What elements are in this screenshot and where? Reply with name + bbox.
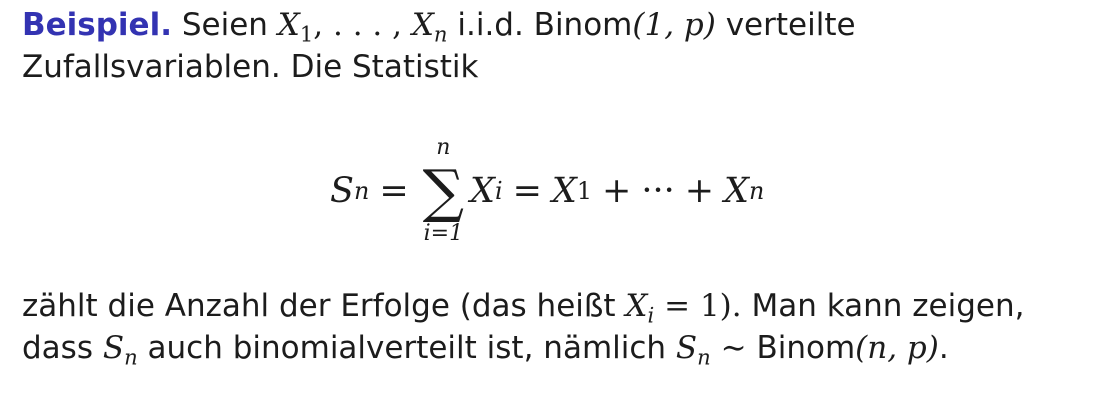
intro-paragraph bbox=[22, 4, 856, 88]
conclusion-text-2: Man kann zeigen, bbox=[751, 288, 1025, 324]
sn-subscript-2: n bbox=[697, 344, 711, 370]
sn-subscript: n bbox=[124, 344, 138, 370]
summation bbox=[423, 135, 464, 247]
binom-text: Binom bbox=[756, 330, 856, 366]
equals-one: = 1). bbox=[664, 288, 742, 324]
verteilte-text: verteilte bbox=[725, 7, 856, 43]
eq-x1: X bbox=[551, 171, 577, 211]
eq-equals-1: = bbox=[379, 171, 409, 211]
iid-binom-text: i.i.d. Binom bbox=[457, 7, 633, 43]
sn-variable: S bbox=[102, 330, 125, 366]
sum-equation: S n = n ∑ i=1 X i = X 1 + ··· + X n bbox=[330, 135, 765, 246]
ellipsis-dots: , . . . , bbox=[313, 7, 402, 43]
eq-lhs-s: S bbox=[330, 171, 354, 211]
conclusion-text-3: dass bbox=[22, 330, 93, 366]
eq-cdots: ··· bbox=[641, 171, 675, 211]
display-equation bbox=[0, 132, 1118, 250]
sum-lower-limit: i=1 bbox=[423, 221, 464, 246]
xi-variable: X bbox=[625, 288, 648, 324]
conclusion-text-4: auch binomialverteilt ist, nämlich bbox=[147, 330, 667, 366]
eq-xn: X bbox=[724, 171, 749, 211]
x-variable: X bbox=[277, 7, 300, 43]
sigma-symbol: ∑ bbox=[422, 157, 465, 225]
x-subscript-1: 1 bbox=[299, 21, 314, 47]
example-title: Beispiel. bbox=[22, 7, 172, 43]
eq-term-x: X bbox=[470, 171, 495, 211]
conclusion-paragraph bbox=[22, 285, 1024, 369]
binom-arguments: (1, p) bbox=[632, 7, 716, 43]
conclusion-text-1: zählt die Anzahl der Erfolge (das heißt bbox=[22, 288, 616, 324]
xi-subscript: i bbox=[647, 302, 655, 328]
x-variable-n: X bbox=[411, 7, 434, 43]
sum-upper-limit: n bbox=[436, 135, 451, 160]
intro-text-seien: Seien bbox=[181, 7, 268, 43]
sim-symbol: ∼ bbox=[720, 330, 747, 366]
sn-variable-2: S bbox=[675, 330, 698, 366]
final-period: . bbox=[938, 330, 949, 366]
eq-plus-2: + bbox=[684, 171, 715, 211]
x-subscript-n: n bbox=[433, 21, 448, 47]
eq-plus-1: + bbox=[601, 171, 632, 211]
intro-line2: Zufallsvariablen. Die Statistik bbox=[22, 49, 479, 85]
eq-equals-2: = bbox=[512, 171, 542, 211]
binom-args-np: (n, p) bbox=[855, 330, 939, 366]
